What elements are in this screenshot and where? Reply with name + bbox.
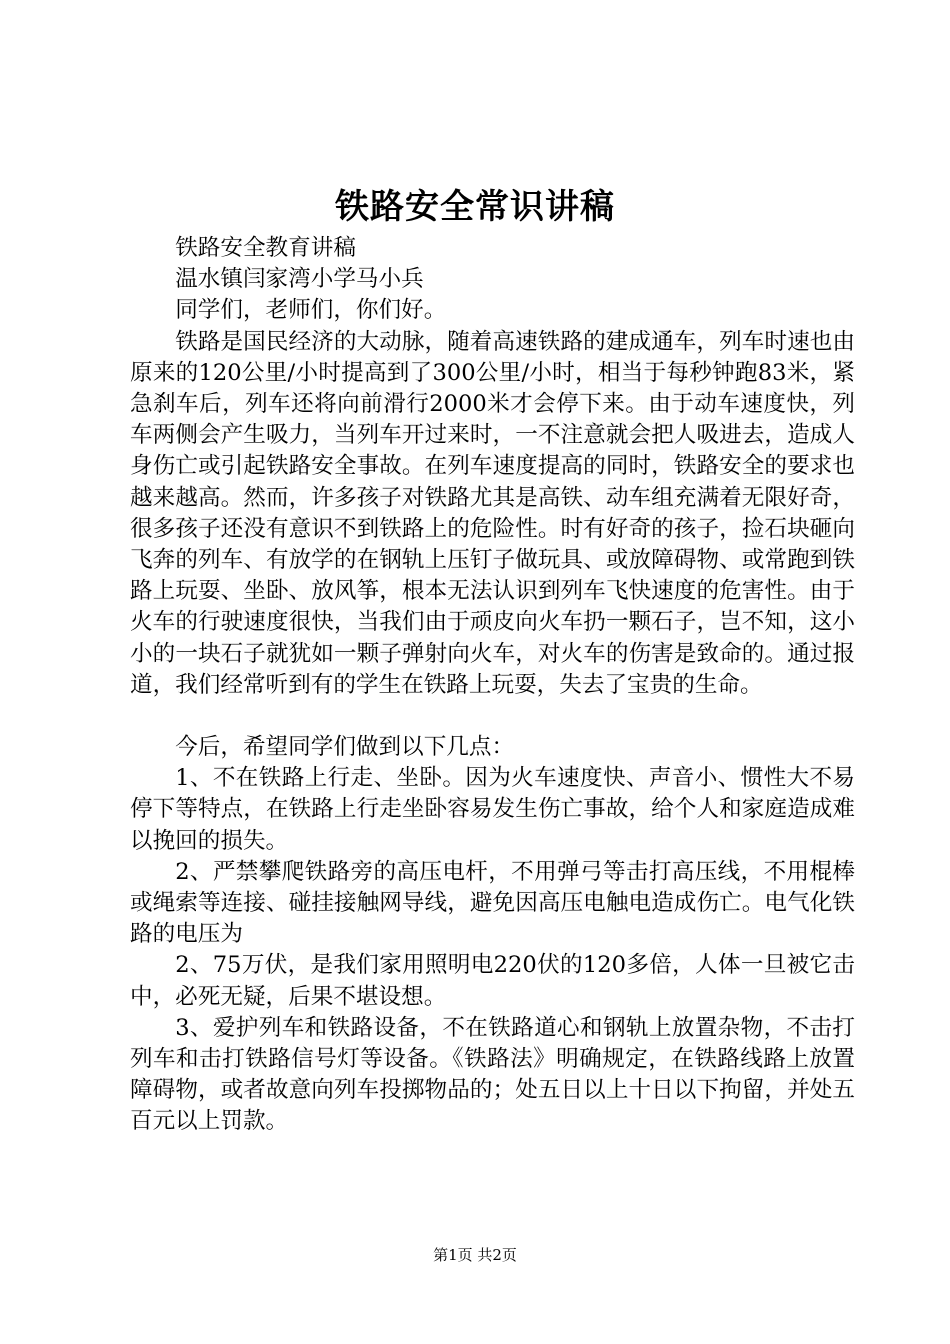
body-paragraph: 铁路是国民经济的大动脉，随着高速铁路的建成通车，列车时速也由原来的120公里/小时提高到了300公里/小时，相当于每秒钟跑83米，紧急刹车后，列车还将向前滑行2000米才会停下来。由于动车速度快，列车两侧会产生吸力，当列车开过来时，一不注意就会把人吸进去，造成人身伤亡或引起铁路安全事故。在列车速度提高的同时，铁路安全的要求也越来越高。然而，许多孩子对铁路尤其是高铁、动车组充满着无限好奇，很多孩子还没有意识不到铁路上的危险性。时有好奇的孩子，捡石块砸向飞奔的列车、有放学的在钢轨上压钉子做玩具、或放障碍物、或常跑到铁路上玩耍、坐卧、放风筝，根本无法认识到列车飞快速度的危害性。由于火车的行驶速度很快，当我们由于顽皮向火车扔一颗石子，岂不知，这小小的一块石子就犹如一颗子弹射向火车，对火车的伤害是致命的。通过报道，我们经常听到有的学生在铁路上玩耍，失去了宝贵的生命。 [130,328,855,698]
list-item: 3、爱护列车和铁路设备，不在铁路道心和钢轨上放置杂物，不击打列车和击打铁路信号灯等设备。《铁路法》明确规定，在铁路线路上放置障碍物，或者故意向列车投掷物品的；处五日以上十日以下拘留，并处五百元以上罚款。 [130,1014,855,1135]
author-line: 温水镇闫家湾小学马小兵 [175,266,424,293]
page-number-footer: 第1页 共2页 [433,1246,517,1264]
document-body [130,233,855,1138]
subtitle-line: 铁路安全教育讲稿 [175,235,356,261]
list-item: 2、75万伏，是我们家用照明电220伏的120多倍，人体一旦被它击中，必死无疑，后果不堪设想。 [130,952,855,1010]
body-paragraph: 今后，希望同学们做到以下几点： [175,734,515,761]
document-title: 铁路安全常识讲稿 [335,187,615,227]
list-item: 2、严禁攀爬铁路旁的高压电杆，不用弹弓等击打高压线，不用棍棒或绳索等连接、碰挂接触网导线，避免因高压电触电造成伤亡。电气化铁路的电压为 [130,858,855,948]
greeting-line: 同学们，老师们，你们好。 [175,297,447,324]
list-item: 1、不在铁路上行走、坐卧。因为火车速度快、声音小、惯性大不易停下等特点，在铁路上行走坐卧容易发生伤亡事故，给个人和家庭造成难以挽回的损失。 [130,765,855,854]
